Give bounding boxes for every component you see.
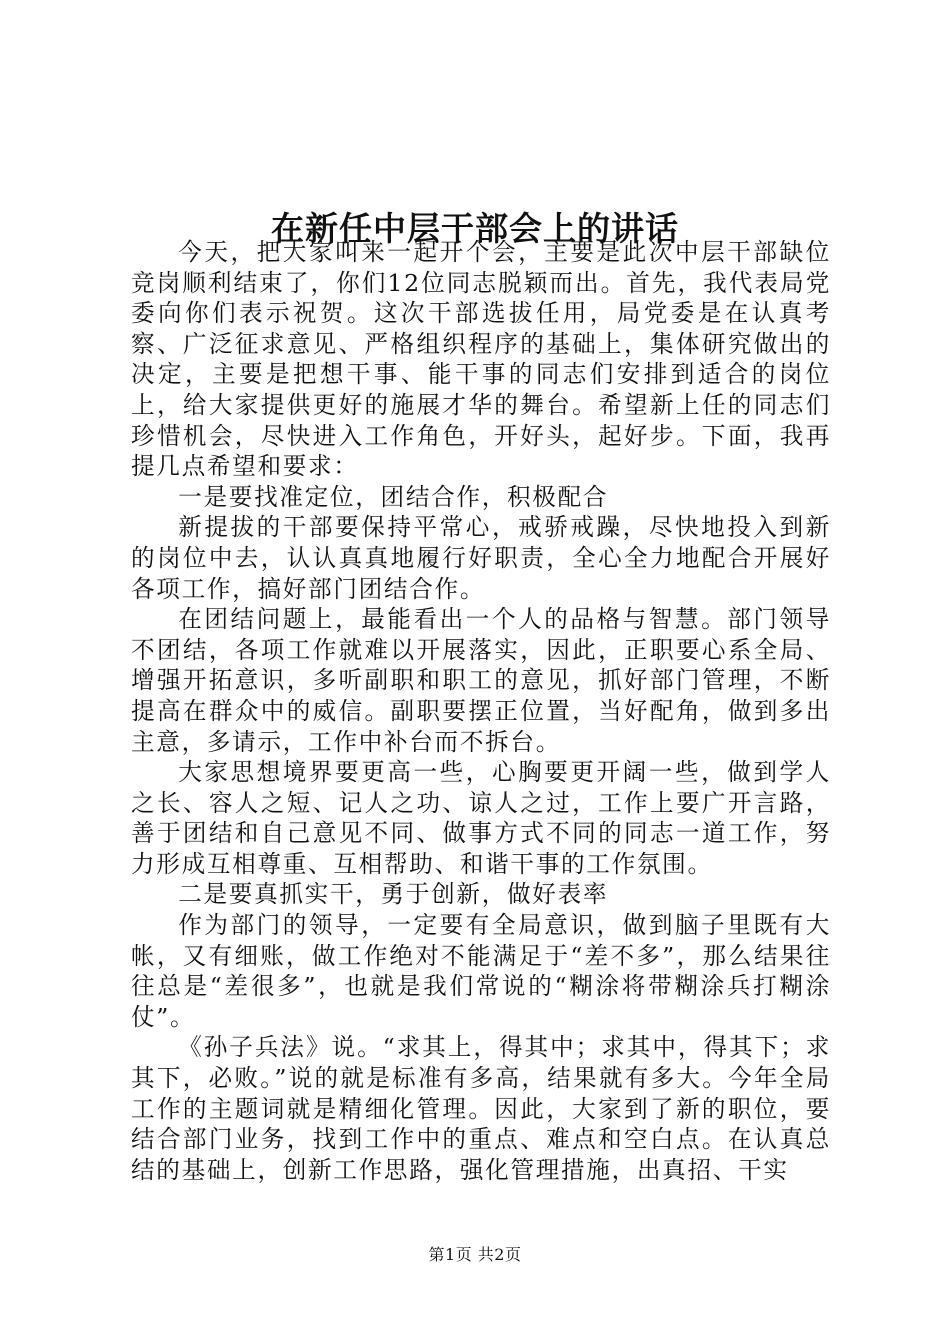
paragraph: 大家思想境界要更高一些，心胸要更开阔一些，做到学人之长、容人之短、记人之功、谅人之过，工作上要广开言路，善于团结和自己意见不同、做事方式不同的同志一道工作，努力形成互相尊重、互相帮助、和谐干事的工作氛围。 <box>131 758 831 878</box>
document-title: 在新任中层干部会上的讲话 <box>271 209 679 249</box>
section-heading-1: 一是要找准定位，团结合作，积极配合 <box>178 482 609 511</box>
paragraph: 新提拔的干部要保持平常心，戒骄戒躁，尽快地投入到新的岗位中去，认认真真地履行好职责，全心全力地配合开展好各项工作，搞好部门团结合作。 <box>131 513 831 603</box>
document-body <box>131 237 831 1185</box>
paragraph: 在团结问题上，最能看出一个人的品格与智慧。部门领导不团结，各项工作就难以开展落实，因此，正职要心系全局、增强开拓意识，多听副职和职工的意见，抓好部门管理，不断提高在群众中的威信。副职要摆正位置，当好配角，做到多出主意，多请示，工作中补台而不拆台。 <box>131 605 831 756</box>
paragraph-intro: 今天，把大家叫来一起开个会，主要是此次中层干部缺位竞岗顺利结束了，你们12位同志脱颖而出。首先，我代表局党委向你们表示祝贺。这次干部选拔任用，局党委是在认真考察、广泛征求意见、严格组织程序的基础上，集体研究做出的决定，主要是把想干事、能干事的同志们安排到适合的岗位上，给大家提供更好的施展才华的舞台。希望新上任的同志们珍惜机会，尽快进入工作角色，开好头，起好步。下面，我再提几点希望和要求： <box>131 238 831 481</box>
section-heading-2: 二是要真抓实干，勇于创新，做好表率 <box>178 880 609 909</box>
paragraph: 作为部门的领导，一定要有全局意识，做到脑子里既有大帐，又有细账，做工作绝对不能满足于“差不多”，那么结果往往总是“差很多”，也就是我们常说的“糊涂将带糊涂兵打糊涂仗”。 <box>131 911 831 1031</box>
page-footer: 第1页 共2页 <box>428 1245 522 1264</box>
paragraph: 《孙子兵法》说。“求其上，得其中；求其中，得其下；求其下，必败。”说的就是标准有多高，结果就有多大。今年全局工作的主题词就是精细化管理。因此，大家到了新的职位，要结合部门业务，找到工作中的重点、难点和空白点。在认真总结的基础上，创新工作思路，强化管理措施，出真招、干实 <box>131 1033 831 1184</box>
